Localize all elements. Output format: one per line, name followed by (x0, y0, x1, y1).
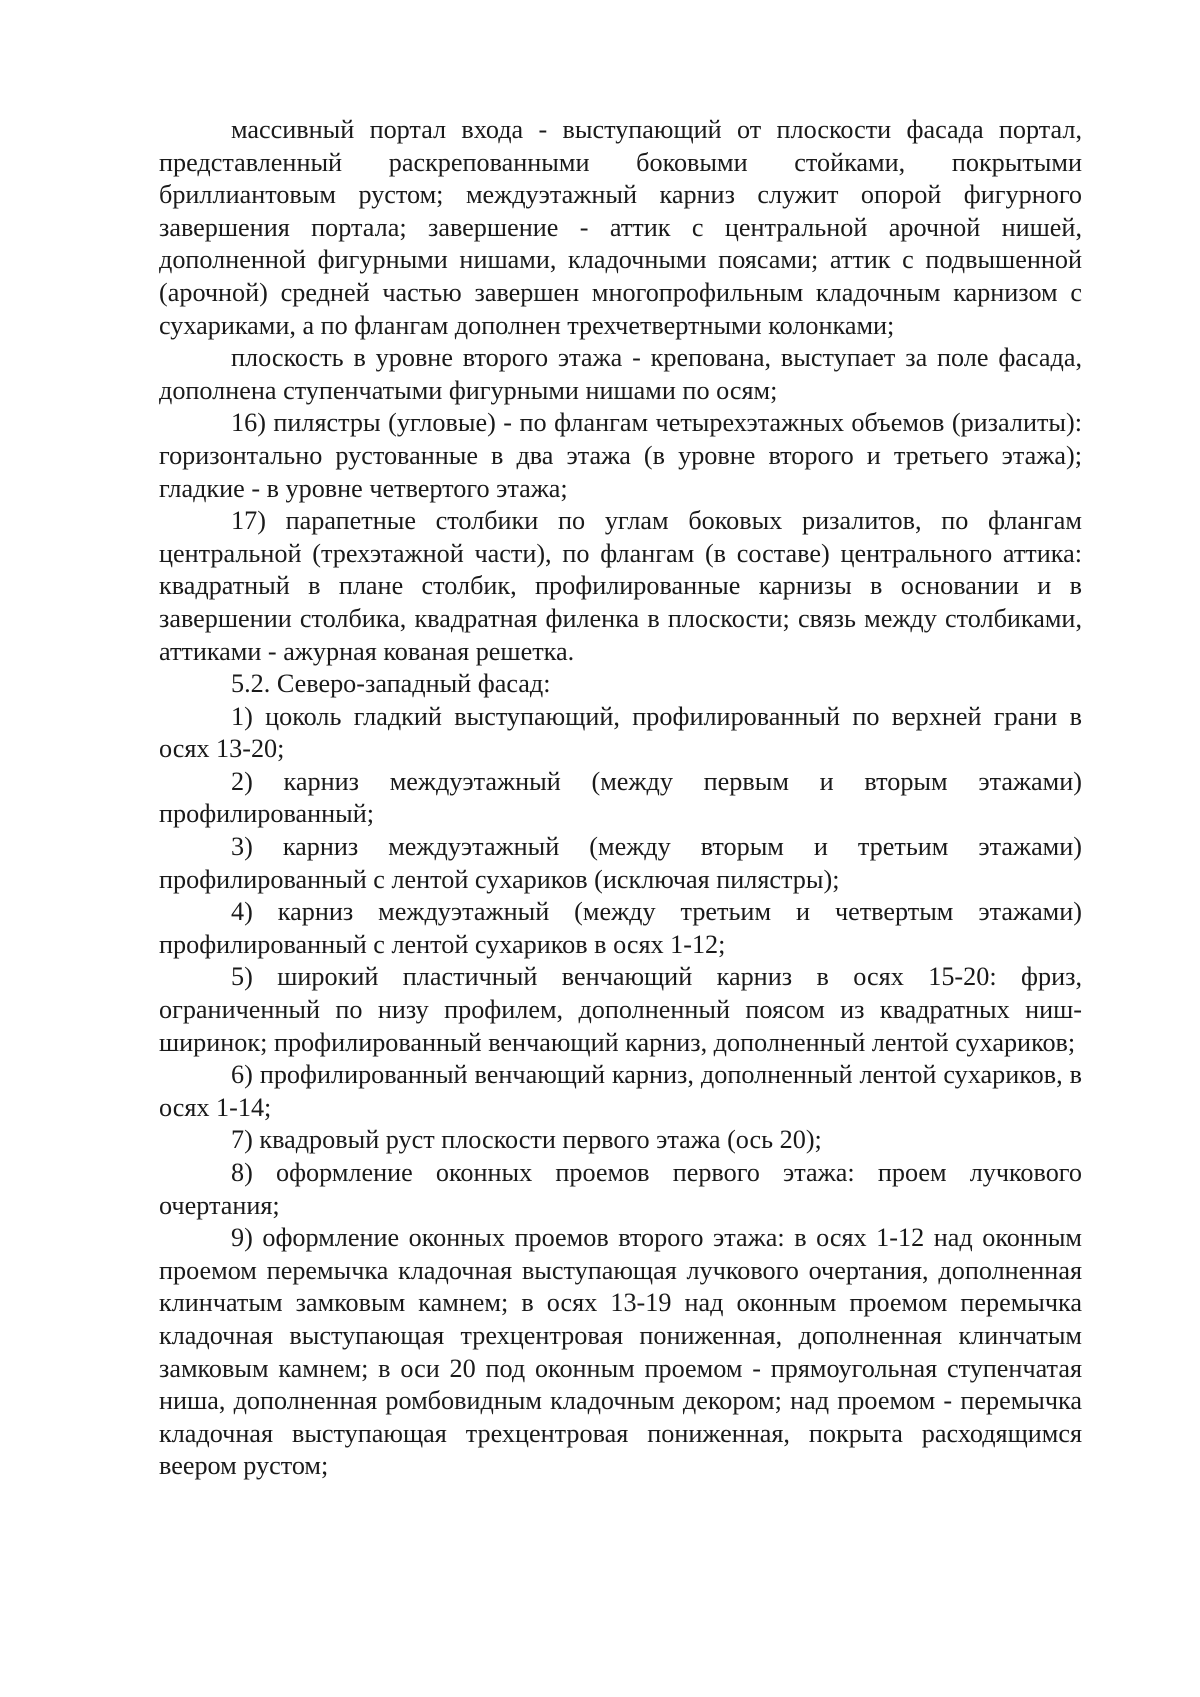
paragraph-item-2-cornice: 2) карниз междуэтажный (между первым и вторым этажами) профилированный; (159, 766, 1082, 829)
paragraph-item-1-plinth: 1) цоколь гладкий выступающий, профилированный по верхней грани в осях 13-20; (159, 701, 1082, 764)
paragraph-item-17-parapet-posts: 17) парапетные столбики по углам боковых ризалитов, по флангам центральной (трехэтажной части), по флангам (в составе) центрального аттика: квадратный в плане столбик, профилированные карнизы в основании и в завершении столбика, квадратная филенка в плоскости; связь между столбиками, аттиками - ажурная кованая решетка. (159, 506, 1082, 666)
paragraph-item-16-pilasters: 16) пилястры (угловые) - по флангам четырехэтажных объемов (ризалиты): горизонтально рустованные в два этажа (в уровне второго и третьего этажа); гладкие - в уровне четвертого этажа; (159, 408, 1082, 503)
paragraph-item-7-rustication: 7) квадровый руст плоскости первого этажа (ось 20); (231, 1125, 822, 1155)
paragraph-item-8-windows-first-floor: 8) оформление оконных проемов первого этажа: проем лучкового очертания; (159, 1158, 1082, 1220)
paragraph-item-3-cornice: 3) карниз междуэтажный (между вторым и третьим этажами) профилированный с лентой сухариков (исключая пилястры); (159, 832, 1082, 894)
document-page (159, 114, 1082, 1483)
paragraph-item-5-crowning-cornice: 5) широкий пластичный венчающий карниз в осях 15-20: фриз, ограниченный по низу профилем, дополненный поясом из квадратных ниш-ширинок; профилированный венчающий карниз, дополненный лентой сухариков; (159, 962, 1082, 1057)
paragraph-item-6-crowning-cornice: 6) профилированный венчающий карниз, дополненный лентой сухариков, в осях 1-14; (159, 1060, 1082, 1122)
paragraph-portal: массивный портал входа - выступающий от плоскости фасада портал, представленный раскрепованными боковыми стойками, покрытыми бриллиантовым рустом; междуэтажный карниз служит опорой фигурного завершения портала; завершение - аттик с центральной арочной нишей, дополненной фигурными нишами, кладочными поясами; аттик с подвышенной (арочной) средней частью завершен многопрофильным кладочным карнизом с сухариками, а по флангам дополнен трехчетвертными колонками; (159, 115, 1082, 340)
paragraph-second-floor-plane: плоскость в уровне второго этажа - крепована, выступает за поле фасада, дополнена ступенчатыми фигурными нишами по осям; (159, 343, 1082, 405)
paragraph-item-4-cornice: 4) карниз междуэтажный (между третьим и четвертым этажами) профилированный с лентой сухариков в осях 1-12; (159, 897, 1082, 959)
section-heading-5-2: 5.2. Северо-западный фасад: (231, 669, 551, 699)
paragraph-item-9-windows-second-floor: 9) оформление оконных проемов второго этажа: в осях 1-12 над оконным проемом перемычка кладочная выступающая лучкового очертания, дополненная клинчатым замковым камнем; в осях 13-19 над оконным проемом перемычка кладочная выступающая трехцентровая пониженная, дополненная клинчатым замковым камнем; в оси 20 под оконным проемом - прямоугольная ступенчатая ниша, дополненная ромбовидным кладочным декором; над проемом - перемычка кладочная выступающая трехцентровая пониженная, покрыта расходящимся веером рустом; (159, 1223, 1082, 1481)
